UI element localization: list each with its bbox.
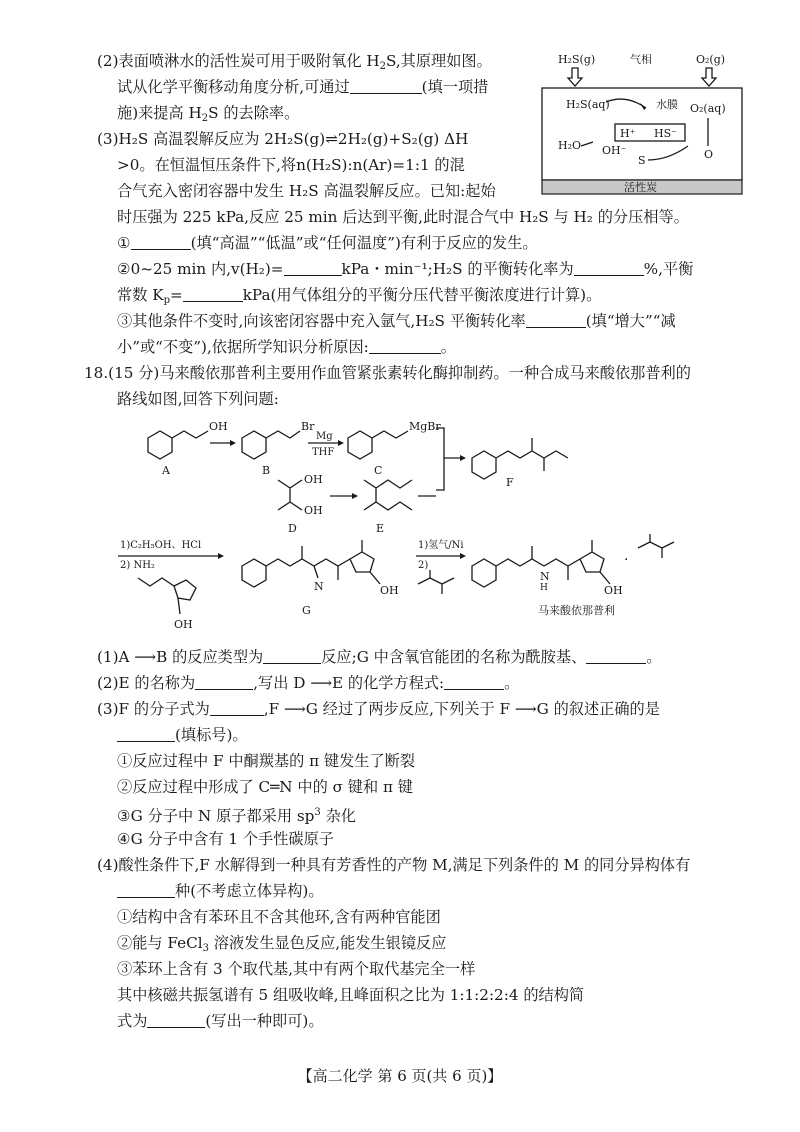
- q18-sub4-cont: 种(不考虑立体异构)。: [117, 880, 324, 902]
- q17-p3-line4: 时压强为 225 kPa,反应 25 min 后达到平衡,此时混合气中 H₂S 与 H₂ 的分压相等。: [117, 208, 689, 226]
- q17-p3-item3: 常数 $K_p= kPa$(用气体组分的平衡分压代替平衡浓度进行计算)。: [117, 286, 602, 306]
- q17-p3-line2: >0。在恒温恒压条件下,将n(H₂S):n(Ar)=1:1 的混: [117, 156, 465, 174]
- q18-sub4-cond4: 其中核磁共振氢谱有 5 组吸收峰,且峰面积之比为 1:1:2:2:4 的结构简: [117, 986, 585, 1004]
- q17-p3-item4: ③其他条件不变时,向该密闭容器中充入氩气,H₂S 平衡转化率 (填“增大”“减: [117, 312, 676, 330]
- down-arrow-icon: [568, 68, 582, 86]
- q17-p2-line3: 施)来提高 $H_2S$ 的去除率。: [117, 104, 300, 124]
- fig-o2-aq: O₂(aq): [690, 102, 726, 115]
- step-amine: 2) NH₂: [120, 560, 155, 571]
- svg-text:N: N: [540, 570, 550, 583]
- q17-adsorption-figure: [538, 46, 748, 198]
- q18-intro-line2: 路线如图,回答下列问题:: [117, 390, 279, 408]
- svg-text:MgBr: MgBr: [409, 420, 441, 433]
- q18-sub3-option3: ③G 分子中 N 原子都采用 $sp^3$ 杂化: [117, 807, 356, 825]
- compound-e: [364, 480, 412, 535]
- step-ethanol-hcl: 1)C₂H₅OH、HCl: [120, 540, 202, 551]
- q18-sub3: (3)F 的分子式为 ,F ⟶G 经过了两步反应,下列关于 F ⟶G 的叙述正确的是: [97, 700, 660, 718]
- compound-enalapril-maleate: [472, 534, 674, 617]
- q18-synthesis-scheme: [118, 408, 718, 644]
- q18-sub2: (2)E 的名称为 ,写出 D ⟶E 的化学方程式: 。: [97, 674, 520, 692]
- q18-sub4-cond2: ②能与 FeCl$_3$ 溶液发生显色反应,能发生银镜反应: [117, 934, 447, 954]
- svg-text:H: H: [540, 583, 548, 593]
- label-f: F: [506, 476, 514, 489]
- fig-hs-minus: HS⁻: [654, 127, 677, 140]
- fig-gas-phase: 气相: [630, 53, 652, 66]
- fig-h2o: H₂O: [558, 139, 582, 152]
- fig-o2-gas: O₂(g): [696, 53, 726, 66]
- compound-f: [472, 438, 568, 489]
- page-footer: 【高二化学 第 6 页(共 6 页)】: [297, 1067, 503, 1085]
- label-c: C: [374, 464, 383, 477]
- fig-water-film: 水膜: [656, 98, 678, 111]
- q17-p3-item1: ① (填“高温”“低温”或“任何温度”)有利于反应的发生。: [117, 234, 538, 252]
- fig-activated-carbon: 活性炭: [624, 181, 657, 194]
- compound-a: [148, 420, 228, 477]
- q18-sub4-cond5: 式为 (写出一种即可)。: [117, 1012, 324, 1030]
- label-d: D: [288, 522, 297, 535]
- q17-p3-line3: 合气充入密闭容器中发生 H₂S 高温裂解反应。已知:起始: [117, 182, 496, 200]
- label-g: G: [302, 604, 311, 617]
- q18-sub3-option4: ④G 分子中含有 1 个手性碳原子: [117, 830, 334, 848]
- label-b: B: [262, 464, 271, 477]
- fig-oh-minus: OH⁻: [602, 144, 627, 157]
- product-name: 马来酸依那普利: [538, 604, 615, 617]
- svg-text:THF: THF: [312, 447, 335, 458]
- svg-text:OH: OH: [174, 618, 193, 631]
- step-maleic: 2): [418, 560, 429, 571]
- compound-d: [278, 473, 323, 535]
- compound-c: [348, 420, 441, 477]
- svg-text:Mg: Mg: [316, 431, 333, 442]
- q18-sub3-option1: ①反应过程中 F 中酮羰基的 π 键发生了断裂: [117, 752, 416, 770]
- svg-text:OH: OH: [304, 504, 323, 517]
- label-a: A: [162, 464, 170, 477]
- q18-intro-line1: 18.(15 分)马来酸依那普利主要用作血管紧张素转化酶抑制药。一种合成马来酸依那普利的: [84, 364, 691, 382]
- q18-sub4-cond3: ③苯环上含有 3 个取代基,其中有两个取代基完全一样: [117, 960, 476, 978]
- q17-p2-line2: 试从化学平衡移动角度分析,可通过 (填一项措: [117, 78, 489, 96]
- step-hydrogen-ni: 1)氢气/Ni: [418, 540, 464, 551]
- svg-text:OH: OH: [380, 584, 399, 597]
- proline-reagent: [138, 578, 196, 631]
- q18-sub1: (1)A ⟶B 的反应类型为 反应;G 中含氧官能团的名称为酰胺基、 。: [97, 648, 662, 666]
- salt-dot: ·: [624, 552, 629, 568]
- q18-sub3-option2: ②反应过程中形成了 C═N 中的 σ 键和 π 键: [117, 778, 413, 796]
- q18-sub4: (4)酸性条件下,F 水解得到一种具有芳香性的产物 M,满足下列条件的 M 的同分异构体有: [97, 856, 691, 874]
- svg-text:OH: OH: [304, 473, 323, 486]
- svg-text:OH: OH: [604, 584, 623, 597]
- svg-text:Br: Br: [301, 420, 315, 433]
- fig-o: O: [704, 148, 714, 161]
- q18-sub3-cont: (填标号)。: [117, 724, 248, 746]
- fig-h2s-gas: H₂S(g): [558, 53, 596, 66]
- q17-p3-line1: (3)H₂S 高温裂解反应为 2H₂S(g)⇌2H₂(g)+S₂(g) ΔH: [97, 130, 469, 148]
- q17-p2-line1: (2)表面喷淋水的活性炭可用于吸附氧化 $H_2S$,其原理如图。: [97, 52, 492, 72]
- q17-p3-item5: 小”或“不变”),依据所学知识分析原因: 。: [117, 338, 456, 356]
- down-arrow-icon: [702, 68, 716, 86]
- compound-g: [242, 540, 399, 617]
- svg-text:OH: OH: [209, 420, 228, 433]
- q17-p3-item2: ②0~25 min 内,v(H₂)= kPa・min⁻¹;H₂S 的平衡转化率为 %,平衡: [117, 260, 694, 278]
- fig-s: S: [638, 154, 646, 167]
- q18-sub4-cond1: ①结构中含有苯环且不含其他环,含有两种官能团: [117, 908, 441, 926]
- fig-h-plus: H⁺: [620, 127, 636, 140]
- label-e: E: [376, 522, 385, 535]
- fig-h2s-aq: H₂S(aq): [566, 98, 610, 111]
- compound-b: [242, 420, 315, 477]
- svg-text:N: N: [314, 580, 324, 593]
